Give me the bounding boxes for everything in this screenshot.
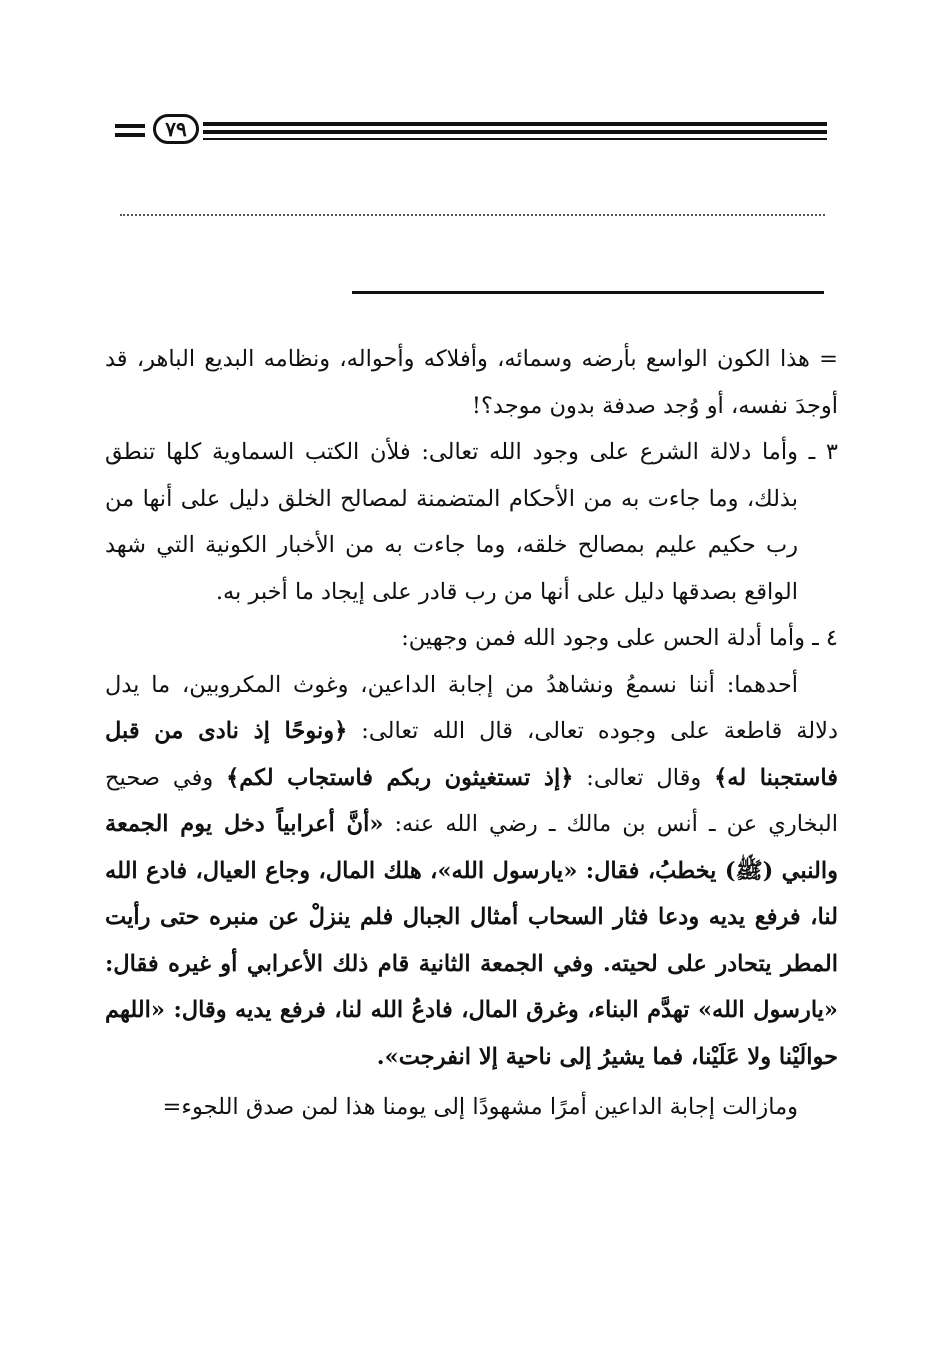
header-rule — [203, 138, 827, 140]
dotted-separator — [120, 214, 825, 216]
header-rule — [203, 122, 827, 126]
paragraph-text: وقال تعالى: — [573, 764, 715, 791]
footnote-rule — [352, 291, 824, 294]
paragraph-text: أحدهما: أننا نسمعُ ونشاهدُ من إجابة الداعين، وغوث المكروبين، ما يدل دلالة قاطعة على وجوده تعالى، قال الله تعالى: — [105, 671, 838, 744]
paragraph-first-aspect — [105, 662, 838, 1081]
paragraph-item-3: ٣ ـ وأما دلالة الشرع على وجود الله تعالى: فلأن الكتب السماوية كلها تنطق بذلك، وما جاءت به من الأحكام المتضمنة لمصالح الخلق دليل على أنها من رب حكيم عليم بمصالح خلقه، وما جاءت به من الأخبار الكونية التي شهد الواقع بصدقها دليل على أنها من رب قادر على إيجاد ما أخبر به. — [105, 439, 838, 605]
header-rule-short — [115, 124, 145, 128]
paragraph-closing: ومازالت إجابة الداعين أمرًا مشهودًا إلى يومنا هذا لمن صدق اللجوء= — [162, 1094, 798, 1120]
header-rule — [203, 130, 827, 134]
header-rule-short — [115, 133, 145, 137]
paragraph-continuation: = هذا الكون الواسع بأرضه وسمائه، وأفلاكه وأحواله، ونظامه البديع الباهر، قد أوجدَ نفسه، أو وُجد صدفة بدون موجد؟! — [105, 346, 838, 419]
paragraph-item-4: ٤ ـ وأما أدلة الحس على وجود الله فمن وجهين: — [401, 625, 838, 651]
page-header — [115, 112, 827, 152]
page-number: ٧٩ — [153, 114, 199, 144]
quran-quote: ﴿إذ تستغيثون ربكم فاستجاب لكم﴾ — [226, 764, 574, 791]
quran-quote: ﴿ونوحًا إذ نادى من قبل فاستجبنا له﴾ — [105, 718, 839, 791]
hadith-quote: «أنَّ أعرابياً دخل يوم الجمعة والنبي (ﷺ) يخطبُ، فقال: «يارسول الله»، هلك المال، وجاع العيال، فادع الله لنا، فرفع يديه ودعا فثار السحاب أمثال الجبال فلم ينزلْ عن منبره حتى رأيت المطر يتحادر على لحيته. وفي الجمعة الثانية قام ذلك الأعرابي أو غيره فقال: «يارسول الله» تهدَّم البناء، وغرق المال، فادعُ الله لنا، فرفع يديه وقال: «اللهم حوالَيْنا ولا عَلَيْنا، فما يشيرُ إلى ناحية إلا انفرجت». — [105, 811, 838, 1070]
paragraph-text: وفي صحيح البخاري عن ـ أنس بن مالك ـ رضي الله عنه: — [105, 764, 838, 837]
footnote-text — [105, 336, 838, 1131]
